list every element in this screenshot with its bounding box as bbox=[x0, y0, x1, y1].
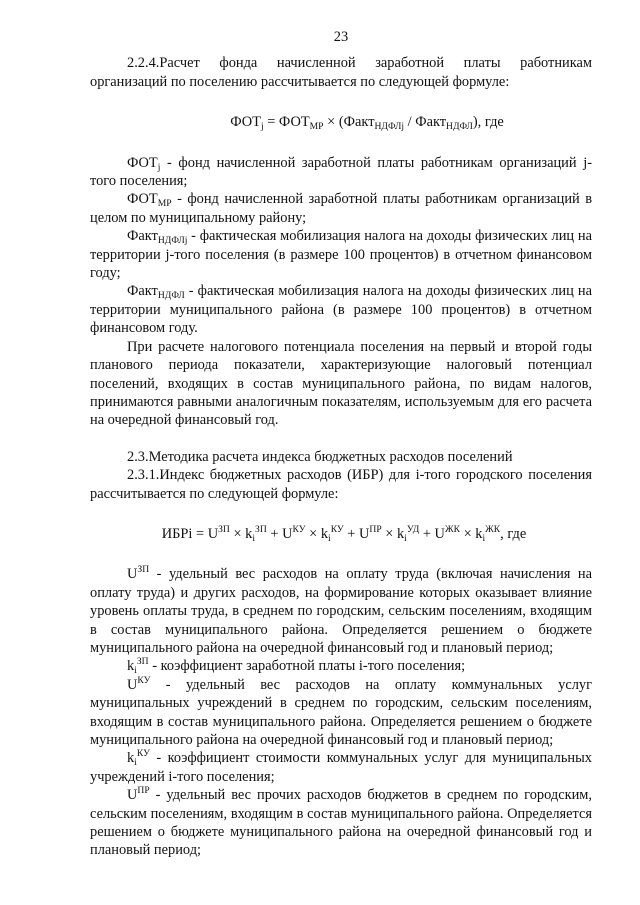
section-2-2-4-text: 2.2.4.Расчет фонда начисленной заработной платы работникам организаций по поселению рассчитывается по следующей формуле: bbox=[90, 55, 592, 90]
definition-k-zp: $k_i^{ЗП}$ - коэффициент заработной платы i-того поселения; bbox=[127, 656, 466, 677]
definition-fot-mr: $ФОТ_{МР}$ - фонд начисленной заработной платы работникам организаций в целом по муниципальному району; bbox=[90, 191, 592, 226]
paragraph-tax-potential: При расчете налогового потенциала поселения на первый и второй годы планового периода показатели, характеризующие налоговый потенциал поселений, входящих в состав муниципального района, по видам налогов, принимаются равными аналогичным показателям, используемым для его расчета на очередной финансовый год. bbox=[90, 338, 592, 429]
spacer bbox=[90, 430, 592, 448]
formula-fot: $ФОТ_j = ФОТ_{МР}$ × (Факт$_{НДФЛj}$ / Факт$_{НДФЛ}$), где bbox=[230, 114, 504, 133]
definition-fakt-ndfl-j: Факт$_{НДФЛj}$ - фактическая мобилизация налога на доходы физических лиц на территории j-того поселения (в размере 100 процентов) в отчетном финансовом году; bbox=[90, 228, 592, 282]
definition-u-pr: $U^{ПР}$ - удельный вес прочих расходов бюджетов в среднем по городским, сельским поселениям, входящим в состав муниципального района. Определяется решением о бюджете муниципального района на очередной финансовый год и плановый период; bbox=[90, 785, 592, 859]
definition-u-zp: $U^{ЗП}$ - удельный вес расходов на оплату труда (включая начисления на оплату труда) и других расходов, на формирование которых оказывает влияние уровень оплаты труда, в среднем по городским, сельским поселениям, входящим в состав муниципального района. Определяется решением о бюджете муниципального района на очередной финансовый год и плановый период; bbox=[90, 564, 592, 656]
page-number: 23 bbox=[333, 29, 349, 45]
definition-u-ku: $U^{КУ}$ - удельный вес расходов на оплату коммунальных услуг муниципальных учреждений в среднем по городским, сельским поселениям, входящим в состав муниципального района. Определяется решением о бюджете муниципального района на очередной финансовый год и плановый период; bbox=[90, 674, 592, 748]
definition-fot-j: $ФОТ_j$ - фонд начисленной заработной платы работникам организаций j-того поселения; bbox=[90, 154, 592, 190]
formula-ibr: ИБРi = $U^{ЗП} \times k_i^{ЗП} + U^{КУ} \times k_i^{КУ} + U^{ПР} \times k_i^{УД} + U^{ЖК} \times k_i^{ЖК}$, где bbox=[161, 523, 527, 544]
section-2-3-heading: 2.3.Методика расчета индекса бюджетных расходов поселений bbox=[127, 448, 513, 465]
definition-fakt-ndfl: Факт$_{НДФЛ}$ - фактическая мобилизация налога на доходы физических лиц на территории муниципального района (в размере 100 процентов) в отчетном финансовом году. bbox=[90, 283, 592, 337]
definition-k-ku: $k_i^{КУ}$ - коэффициент стоимости коммунальных услуг для муниципальных учреждений i-того поселения; bbox=[90, 748, 592, 785]
section-2-3-1-text: 2.3.1.Индекс бюджетных расходов (ИБР) для i-того городского поселения рассчитывается по следующей формуле: bbox=[90, 467, 592, 502]
